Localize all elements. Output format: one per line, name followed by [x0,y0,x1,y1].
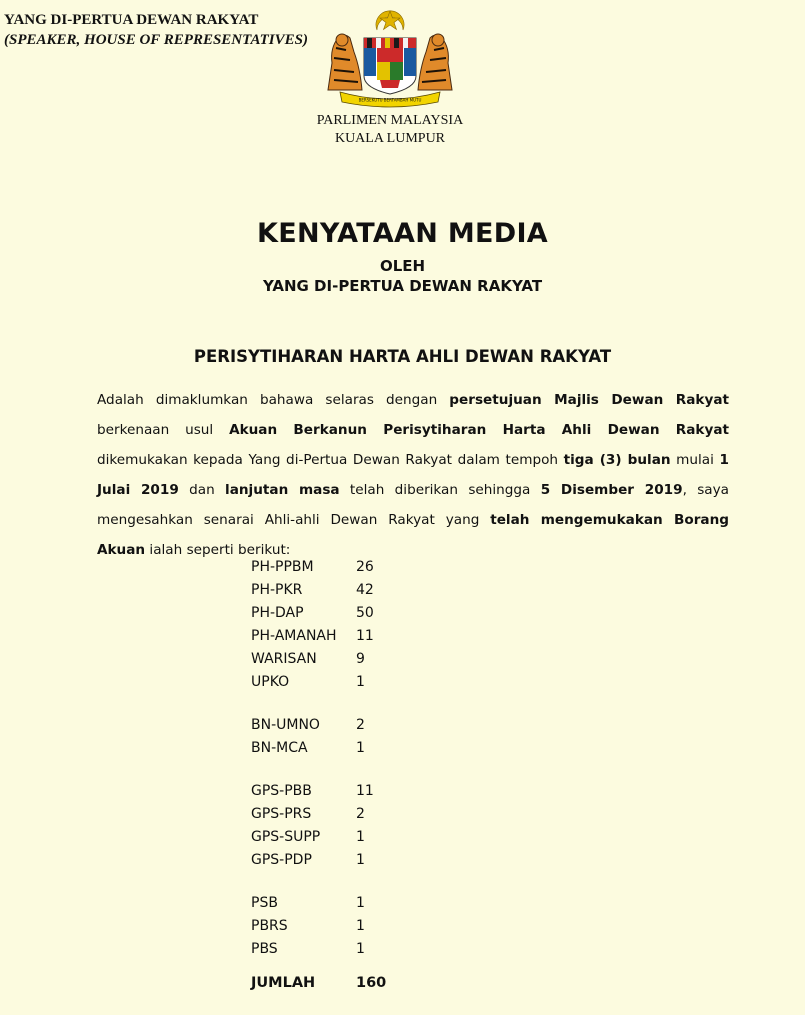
member-count: 1 [356,829,365,845]
member-count: 1 [356,740,365,756]
member-count: 2 [356,717,365,733]
crest-banner-text: BERSEKUTU BERTAMBAH MUTU [358,97,422,103]
total-row [251,975,386,991]
text-segment: berkenaan usul [97,422,230,438]
bold-phrase: persetujuan Majlis Dewan Rakyat [449,392,729,408]
bold-phrase: tiga (3) bulan [563,452,671,468]
member-count: 2 [356,806,365,822]
table-row [251,892,396,915]
table-row [251,803,396,826]
parliament-address [300,112,480,148]
party-name: PSB [251,895,278,911]
table-row [251,602,396,625]
text-segment: Adalah dimaklumkan bahawa selaras dengan [97,392,450,408]
table-row [251,625,396,648]
party-name: PH-DAP [251,605,304,621]
member-count: 1 [356,852,365,868]
party-name: PBS [251,941,278,957]
text-segment: telah diberikan sehingga [339,482,541,498]
body-paragraph [97,385,729,565]
total-value: 160 [356,975,387,991]
member-count: 1 [356,674,365,690]
table-row [251,780,396,803]
party-name: GPS-PDP [251,852,312,868]
member-count: 50 [356,605,374,621]
total-label: JUMLAH [251,975,316,991]
table-row [251,915,396,938]
oleh-label: OLEH [379,257,426,275]
party-name: WARISAN [251,651,317,667]
table-row [251,826,396,849]
speaker-title-en: (SPEAKER, HOUSE OF REPRESENTATIVES) [4,32,308,48]
parliament-name: PARLIMEN MALAYSIA [316,113,464,128]
text-segment: ialah seperti berikut: [145,542,291,558]
party-name: BN-UMNO [251,717,320,733]
bold-phrase: 1 Julai 2019 [97,452,729,498]
group-spacer [251,872,396,892]
party-name: BN-MCA [251,740,308,756]
table-row [251,579,396,602]
table-row [251,671,396,694]
subject-heading: PERISYTIHARAN HARTA AHLI DEWAN RAKYAT [193,347,612,366]
group-spacer [251,694,396,714]
table-row [251,556,396,579]
party-name: GPS-PBB [251,783,312,799]
bold-phrase: Akuan Berkanun Perisytiharan Harta Ahli Dewan Rakyat [229,422,729,438]
member-count: 1 [356,941,365,957]
member-count: 1 [356,895,365,911]
text-segment: mulai [670,452,720,468]
letterhead-left [4,10,308,50]
speaker-title: YANG DI-PERTUA DEWAN RAKYAT [4,12,259,28]
member-count: 42 [356,582,374,598]
member-count: 11 [356,628,374,644]
table-row [251,648,396,671]
parliament-city: KUALA LUMPUR [334,131,446,146]
bold-phrase: lanjutan masa [225,482,340,498]
party-name: PH-AMANAH [251,628,337,644]
party-name: PH-PPBM [251,559,314,575]
party-name: UPKO [251,674,290,690]
member-count: 26 [356,559,374,575]
member-count: 11 [356,783,374,799]
party-name: GPS-SUPP [251,829,321,845]
party-name: PH-PKR [251,582,303,598]
issuer-label: YANG DI-PERTUA DEWAN RAKYAT [262,277,543,295]
member-count: 1 [356,918,365,934]
bold-phrase: 5 Disember 2019 [540,482,683,498]
party-count-table [251,556,396,961]
table-row [251,849,396,872]
text-segment: , saya mengesahkan senarai Ahli-ahli Dewan Rakyat yang [97,482,730,528]
table-row [251,938,396,961]
page-title: KENYATAAN MEDIA [256,218,548,249]
table-row [251,714,396,737]
table-row [251,737,396,760]
member-count: 9 [356,651,365,667]
party-name: GPS-PRS [251,806,312,822]
text-segment: dan [178,482,226,498]
bold-phrase: telah mengemukakan Borang Akuan [97,512,729,558]
malaysia-coat-of-arms-icon [320,8,460,108]
text-segment: dikemukakan kepada Yang di-Pertua Dewan Rakyat dalam tempoh [97,452,564,468]
group-spacer [251,760,396,780]
party-name: PBRS [251,918,288,934]
